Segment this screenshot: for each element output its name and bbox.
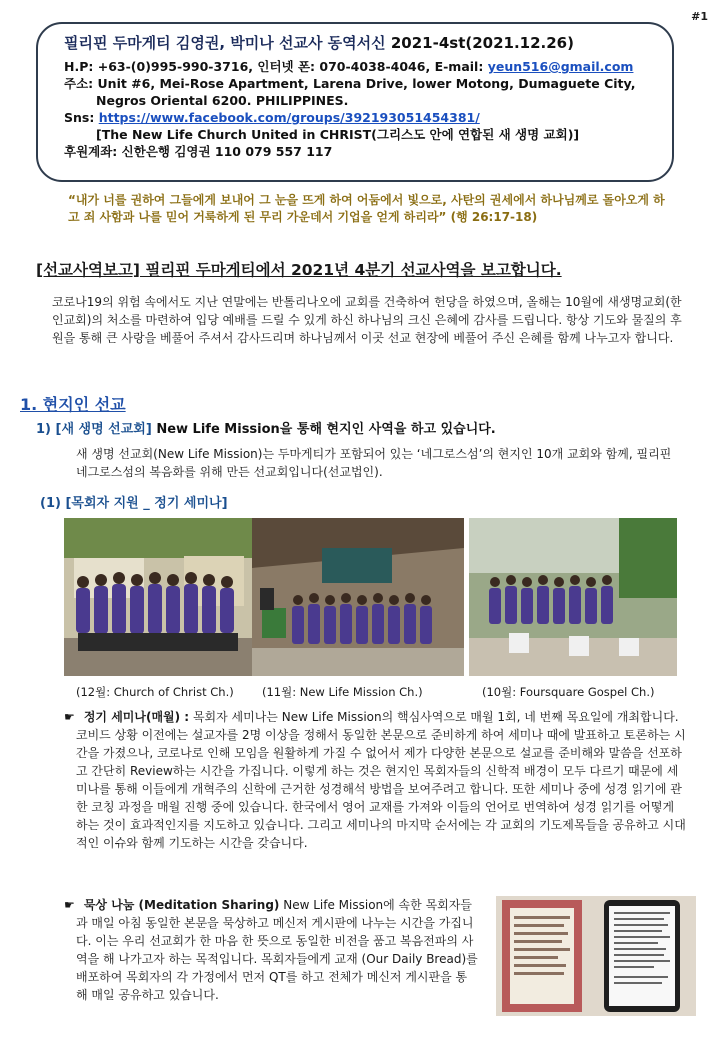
header-box xyxy=(36,22,674,182)
photo-church-of-christ xyxy=(64,518,252,676)
meditation-body: 목회자들과 매일 아침 동일한 본문을 묵상하고 메신저 게시판에 나누는 시간을 가집니다. 이는 우리 선교회가 한 마음 한 뜻으로 동일한 비전을 품고 복음전파의 사역을 해 나가고자 하는 목적입니다. 목회자들에게 교재 (Our Daily Bread)를 배포하여 목회자의 각 가정에서 먼저 QT를 하고 전체가 메신저 게시판을 통해 매일 공유하고 있습니다. xyxy=(76,898,478,1002)
meditation-head-tail: New Life Mission에 속한 xyxy=(283,898,422,912)
pointing-hand-icon: ☛ xyxy=(64,898,75,912)
title-text: 필리핀 두마게티 김영권, 박미나 선교사 동역서신 xyxy=(64,34,386,52)
photo-new-life-mission xyxy=(252,518,464,676)
account-value: 신한은행 김영권 110 079 557 117 xyxy=(121,144,333,159)
subsection-label: 1) [새 생명 선교회] xyxy=(36,422,152,437)
sns-link[interactable]: https://www.facebook.com/groups/392193051454381/ xyxy=(98,110,480,125)
sns-line xyxy=(64,109,656,126)
address-line xyxy=(64,75,656,92)
account-label: 후원계좌: xyxy=(64,144,118,159)
internet-phone-label: 인터넷 폰: xyxy=(257,59,316,74)
newsletter-title xyxy=(64,32,656,53)
report-title: [선교사역보고] 필리핀 두마게티에서 2021년 4분기 선교사역을 보고합니다. xyxy=(36,261,562,279)
caption-foursquare-gospel: (10월: Foursquare Gospel Ch.) xyxy=(482,685,655,699)
meditation-block xyxy=(48,896,478,1004)
seminar-body: 목회자 세미나는 New Life Mission의 핵심사역으로 매월 1회, 네 번째 목요일에 개최합니다. 코비드 상황 이전에는 설교자를 2명 이상을 정해서 동일한 본문으로 준비하게 하여 세미나 때에 발표하고 토론하는 시간을 가졌으나, 코로나로 인해 모임을 원활하게 가질 수 없어서 제가 다양한 본문으로 설교를 준비해와 말씀을 선포하고 간단히 Review하는 시간을 가집니다. 이렇게 하는 것은 현지인 목회자들의 신학적 배경이 모두 다르기 때문에 세미나를 통해 이들에게 개혁주의 신학에 근거한 성경해석 방법을 보여주려고 합니다. 또한 세미나 중에 성경 읽기에 관한 코칭 과정을 매월 진행 중에 있습니다. 한국에서 영어 교재를 가져와 이들의 언어로 번역하여 성경 읽기를 어떻게 하는 것이 효과적인지를 지도하고 있습니다. 그리고 세미나의 마지막 순서에는 각 교회의 기도제목들을 공유하고 시대적인 이슈와 함께 기도하는 시간을 갖습니다. xyxy=(76,710,686,850)
pointing-hand-icon: ☛ xyxy=(64,710,75,724)
contact-line xyxy=(64,58,656,75)
sns-label: Sns: xyxy=(64,110,95,125)
meditation-head: 묵상 나눔 (Meditation Sharing) xyxy=(83,898,280,912)
page-number: #1 xyxy=(691,10,708,23)
bible-verse: “내가 너를 권하여 그들에게 보내어 그 눈을 뜨게 하여 어둠에서 빛으로, 사탄의 권세에서 하나님께로 돌아오게 하고 죄 사함과 나를 믿어 거룩하게 된 무리 가운데서 기업을 얻게 하리라” (행 26:17-18) xyxy=(68,193,665,224)
subsection-text: New Life Mission을 통해 현지인 사역을 하고 있습니다. xyxy=(156,422,496,437)
caption-new-life-mission: (11월: New Life Mission Ch.) xyxy=(262,685,423,699)
phone-label: H.P: xyxy=(64,59,94,74)
email-label: E-mail: xyxy=(434,59,484,74)
section-title: 1. 현지인 선교 xyxy=(20,395,126,414)
seminar-heading: (1) [목회자 지원 _ 정기 세미나] xyxy=(40,496,228,511)
caption-church-of-christ: (12월: Church of Christ Ch.) xyxy=(76,685,234,699)
address-line2: Negros Oriental 6200. PHILIPPINES. xyxy=(96,93,349,108)
meditation-paragraph xyxy=(48,896,478,1004)
email-link[interactable]: yeun516@gmail.com xyxy=(487,59,634,74)
photo-foursquare-gospel xyxy=(469,518,677,676)
subsection-title xyxy=(36,418,496,437)
church-name: [The New Life Church United in CHRIST(그리스도 안에 연합된 새 생명 교회)] xyxy=(96,127,580,142)
seminar-head: 정기 세미나(매월) : xyxy=(83,710,190,724)
address-label: 주소: xyxy=(64,76,94,91)
address-line1: Unit #6, Mei-Rose Apartment, Larena Drive, lower Motong, Dumaguete City, xyxy=(97,76,636,91)
intro-paragraph: 코로나19의 위험 속에서도 지난 연말에는 반톨리나오에 교회를 건축하여 헌당을 하였으며, 올해는 10월에 새생명교회(한인교회)의 처소를 마련하여 입당 예배를 드릴 수 있게 하신 하나님의 크신 은혜에 감사를 드립니다. 항상 기도와 물질의 후원을 통해 큰 사랑을 베풀어 주셔서 감사드리며 하나님께서 이곳 선교 현장에 베풀어 주신 은혜를 함께 나누고자 합니다. xyxy=(52,295,682,345)
account-line xyxy=(64,143,656,160)
seminar-paragraph xyxy=(48,708,688,852)
seminar-block xyxy=(48,708,688,852)
devotional-photo xyxy=(496,896,696,1016)
subsection-description: 새 생명 선교회(New Life Mission)는 두마게티가 포함되어 있는 ‘네그로스섬’의 현지인 10개 교회와 함께, 필리핀 네그로스섬의 복음화를 위해 만든 선교회입니다(선교법인). xyxy=(76,447,672,479)
phone-value: +63-(0)995-990-3716, xyxy=(97,59,254,74)
internet-phone-value: 070-4038-4046, xyxy=(319,59,431,74)
issue-date: 2021-4st(2021.12.26) xyxy=(390,34,574,52)
